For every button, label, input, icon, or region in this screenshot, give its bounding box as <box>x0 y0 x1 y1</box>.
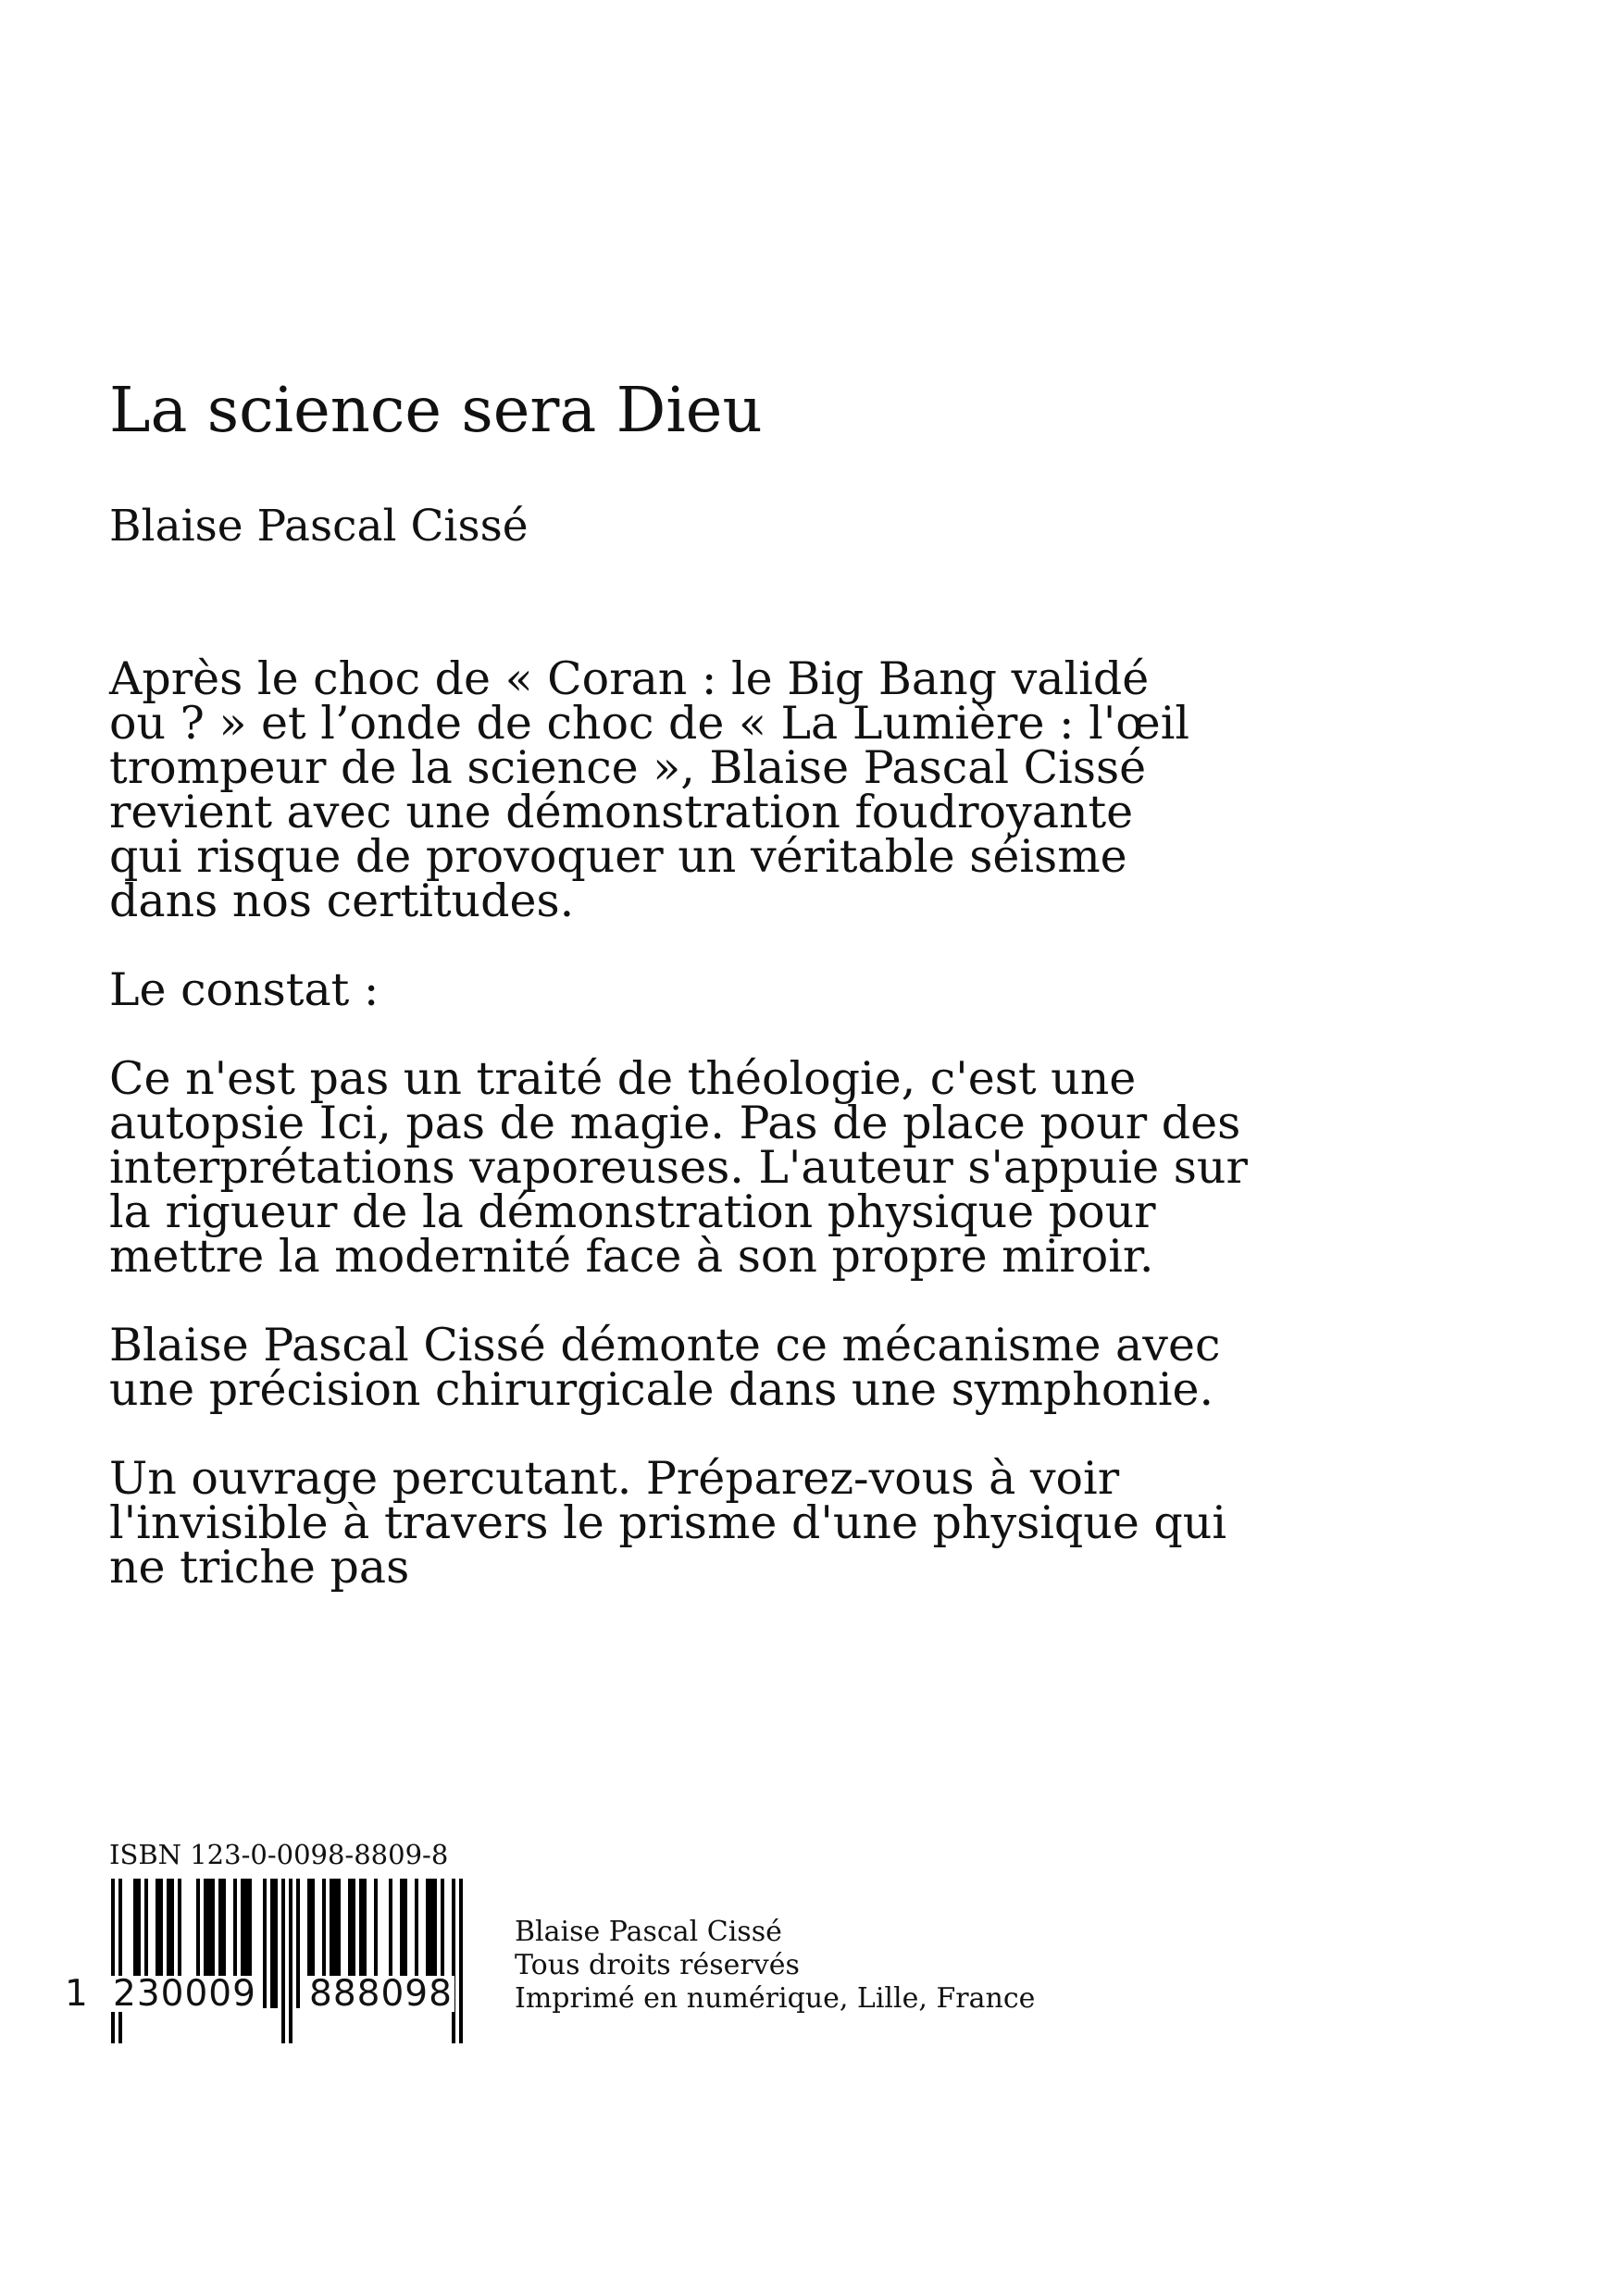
barcode-digit-first: 1 <box>65 1976 93 2012</box>
barcode-bar <box>118 1879 122 2043</box>
barcode-digits-right: 888098 <box>309 1973 453 2015</box>
blurb-paragraph: Blaise Pascal Cissé démonte ce mécanisme avec une précision chirurgicale dans une symphonie. <box>109 1319 1221 1416</box>
barcode-bar <box>459 1879 463 2043</box>
isbn-barcode <box>65 1879 463 2045</box>
barcode-bar <box>281 1879 285 2043</box>
barcode-bar <box>289 1879 292 2043</box>
barcode-bar <box>270 1879 278 2008</box>
barcode-bars <box>65 1879 463 2045</box>
back-cover-blurb <box>109 652 1257 1634</box>
blurb-paragraph: Après le choc de « Coran : le Big Bang validé ou ? » et l’onde de choc de « La Lumière : l'œil trompeur de la science », Blaise Pascal Cissé revient avec une démonstration foudroyante qui risque de provoquer un véritable séisme dans nos certitudes. <box>109 652 1190 927</box>
imprint-block <box>515 1916 1035 2016</box>
imprint-printed: Imprimé en numérique, Lille, France <box>515 1982 1036 2015</box>
blurb-paragraph: Un ouvrage percutant. Préparez-vous à voir l'invisible à travers le prisme d'une physique qui ne triche pas <box>109 1452 1227 1594</box>
imprint-rights: Tous droits réservés <box>515 1949 800 1981</box>
barcode-bar <box>111 1879 115 2043</box>
book-author: Blaise Pascal Cissé <box>109 501 529 552</box>
blurb-paragraph: Ce n'est pas un traité de théologie, c'est une autopsie Ici, pas de magie. Pas de place pour des interprétations vaporeuses. L'auteur s'appuie sur la rigueur de la démonstration physique pour mettre la modernité face à son propre miroir. <box>109 1052 1248 1283</box>
barcode-digits-left: 230009 <box>113 1973 256 2015</box>
barcode-bar <box>263 1879 267 2008</box>
isbn-label: ISBN 123-0-0098-8809-8 <box>109 1839 449 1870</box>
barcode-bar <box>452 1879 455 2043</box>
barcode-bar <box>296 1879 300 2008</box>
blurb-paragraph: Le constat : <box>109 963 380 1016</box>
book-title: La science sera Dieu <box>109 374 763 446</box>
imprint-publisher: Blaise Pascal Cissé <box>515 1916 782 1948</box>
